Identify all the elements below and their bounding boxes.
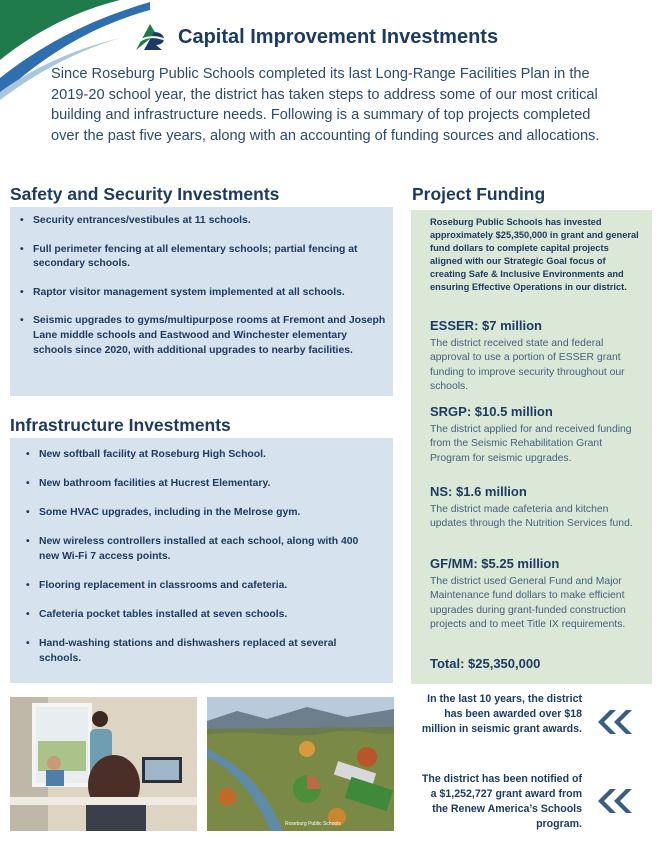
funding-box <box>411 210 652 684</box>
security-window-photo <box>10 697 197 831</box>
infrastructure-list <box>18 448 379 666</box>
funding-item-text: The district received state and federal approval to use a portion of ESSER grant funding to improve security throughout our schools. <box>430 338 625 392</box>
funding-item-title: NS: $1.6 million <box>430 484 527 499</box>
renew-america-callout: The district has been notified of a $1,252,727 grant award from the Renew America’s Schools program. <box>421 773 582 830</box>
funding-item-gfmm <box>430 556 642 632</box>
funding-item-title: ESSER: $7 million <box>430 318 542 333</box>
list-item: • Cafeteria pocket tables installed at seven schools. <box>39 608 379 623</box>
funding-item-srgp <box>430 404 642 466</box>
funding-item-esser <box>430 318 642 394</box>
list-item: • Flooring replacement in classrooms and cafeteria. <box>39 579 379 594</box>
infrastructure-heading: Infrastructure Investments <box>10 415 231 435</box>
page-header <box>134 22 498 52</box>
seismic-awards-callout: In the last 10 years, the district has been awarded over $18 million in seismic grant awards. <box>421 693 582 735</box>
list-item: • New wireless controllers installed at each school, along with 400 new Wi-Fi 7 access points. <box>39 535 379 564</box>
roseburg-logo-icon <box>134 22 168 52</box>
funding-item-title: GF/MM: $5.25 million <box>430 556 560 571</box>
list-item: • Raptor visitor management system implemented at all schools. <box>33 286 388 301</box>
funding-item-ns <box>430 484 642 532</box>
safety-box <box>10 207 393 396</box>
safety-list <box>12 214 388 358</box>
safety-heading: Safety and Security Investments <box>10 184 280 204</box>
list-item: • Seismic upgrades to gyms/multipurpose rooms at Fremont and Joseph Lane middle schools and Eastwood and Winchester elementary schools since 2020, with additional upgrades to nearby facilities. <box>33 314 388 358</box>
aerial-photo-caption: Roseburg Public Schools <box>285 821 341 827</box>
list-item: • New bathroom facilities at Hucrest Elementary. <box>39 477 379 492</box>
intro-paragraph: Since Roseburg Public Schools completed its last Long-Range Facilities Plan in the 2019-20 school year, the district has taken steps to address some of our most critical building and infrastructure needs. Following is a summary of top projects completed over the past five years, along with an accounting of funding sources and allocations. <box>51 66 600 144</box>
funding-item-text: The district applied for and received funding from the Seismic Rehabilitation Grant Program for seismic upgrades. <box>430 424 632 464</box>
funding-heading: Project Funding <box>412 184 546 204</box>
funding-total: Total: $25,350,000 <box>430 656 541 671</box>
double-chevron-left-icon <box>592 708 634 736</box>
funding-intro: Roseburg Public Schools has invested approximately $25,350,000 in grant and general fund dollars to complete capital projects aligned with our Strategic Goal focus of creating Safe & Inclusive Environments and ensuring Effective Operations in our district. <box>430 217 639 292</box>
list-item: • Hand-washing stations and dishwashers replaced at several schools. <box>39 637 379 666</box>
funding-item-text: The district used General Fund and Major Maintenance fund dollars to make efficient upgrades during grant-funded construction projects and to meet Title IX requirements. <box>430 576 626 630</box>
list-item: • New softball facility at Roseburg High School. <box>39 448 379 463</box>
list-item: • Security entrances/vestibules at 11 schools. <box>33 214 388 229</box>
list-item: • Some HVAC upgrades, including in the Melrose gym. <box>39 506 379 521</box>
aerial-campus-photo <box>207 697 394 831</box>
infrastructure-box <box>10 438 393 683</box>
list-item: • Full perimeter fencing at all elementary schools; partial fencing at secondary schools. <box>33 243 388 272</box>
double-chevron-left-icon <box>592 787 634 815</box>
page-title: Capital Improvement Investments <box>178 25 499 48</box>
funding-item-title: SRGP: $10.5 million <box>430 404 553 419</box>
funding-item-text: The district made cafeteria and kitchen updates through the Nutrition Services fund. <box>430 504 633 530</box>
